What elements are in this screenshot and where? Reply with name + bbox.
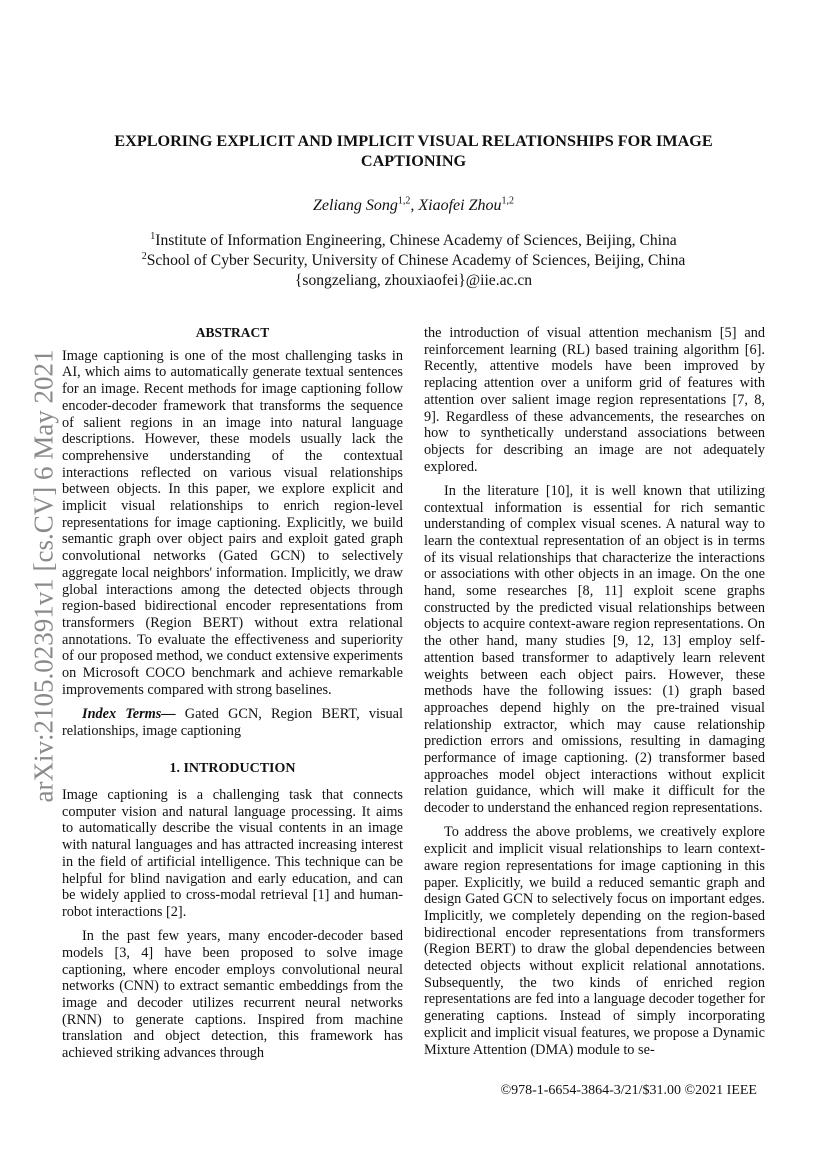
body-paragraph: To address the above problems, we creatively explore explicit and implicit visual relationships to learn context-aware region representations for image captioning in this paper. Explicitly, we build a reduced semantic graph and design Gated GCN to selectively focus on important edges. Implicitly, we completely depending on the region-based bidirectional encoder representations from transformers (Region BERT) to draw the global dependencies between detected objects without explicit relational annotations. Subsequently, the two kinds of enriched region representations are fed into a language decoder together for generating captions. Instead of simply incorporating explicit and implicit visual features, we propose a Dynamic Mixture Attention (DMA) module to se-	[424, 824, 765, 1058]
author-affiliation-mark: 1,2	[501, 195, 514, 207]
author-affiliation-mark: 1,2	[397, 195, 411, 207]
affiliation	[0, 251, 827, 271]
author-name: Zeliang Song	[313, 197, 398, 214]
arxiv-identifier: arXiv:2105.02391v1 [cs.CV] 6 May 2021	[28, 349, 59, 803]
abstract-heading: ABSTRACT	[195, 325, 270, 340]
affiliation-mark: 2	[141, 250, 147, 262]
affiliation-text: School of Cyber Security, University of Chinese Academy of Sciences, Beijing, China	[146, 252, 686, 269]
author-email: {songzeliang, zhouxiaofei}@iie.ac.cn	[294, 272, 533, 289]
right-column	[424, 325, 765, 1099]
body-paragraph: Image captioning is a challenging task that connects computer vision and natural language processing. It aims to automatically describe the visual contents in an image with natural languages and has attracted increasing interest in the field of artificial intelligence. This technique can be helpful for blind navigation and early education, and can be widely applied to cross-modal retrieval [1] and human-robot interactions [2].	[62, 787, 403, 920]
affiliation	[0, 231, 827, 251]
body-paragraph: In the literature [10], it is well known that utilizing contextual information is essential for rich semantic understanding of complex visual scenes. A natural way to learn the contextual representation of an object is in terms of its visual relationships that characterize the interactions or associations with other objects in an image. On the one hand, some researches [8, 11] exploit scene graphs constructed by the predicted visual relationships between objects to acquire context-aware region representations. On the other hand, many studies [9, 12, 13] employ self-attention based transformer to adaptively learn relevent weights between each object pairs. However, these methods have the following issues: (1) graph based approaches depend highly on the pre-trained visual relationship extractor, which may cause relationship prediction errors and omissions, resulting in damaging performance of image captioning. (2) transformer based approaches model object interactions without explicit relation guidance, which will make it difficult for the decoder to understand the enhanced region representations.	[424, 482, 765, 817]
introduction-heading: 1. INTRODUCTION	[169, 761, 296, 777]
index-terms	[62, 706, 403, 739]
abstract-text: Image captioning is one of the most challenging tasks in AI, which aims to automatically generate textual sentences for an image. Recent methods for image captioning follow encoder-decoder framework that transforms the sequence of salient regions in an image into natural language descriptions. However, these models usually lack the comprehensive understanding of the contextual interactions reflected on various visual relationships between objects. In this paper, we explore explicit and implicit visual relationships to enrich region-level representations for image captioning. Explicitly, we build semantic graph over object pairs and exploit gated graph convolutional networks (Gated GCN) to selectively aggregate local neighbors' information. Implicitly, we draw global interactions among the detected objects through region-based bidirectional encoder representations from transformers (Region BERT) without extra relational annotations. To evaluate the effectiveness and superiority of our proposed method, we conduct extensive experiments on Microsoft COCO benchmark and achieve remarkable improvements compared with strong baselines.	[62, 347, 403, 698]
authors: Zeliang Song$^{1,2}$, Xiaofei Zhou$^{1,2}$	[313, 195, 514, 214]
index-terms-label: Index Terms—	[82, 705, 176, 722]
index-terms-list: Gated GCN, Region BERT, visual relationships, image captioning	[62, 705, 403, 739]
body-paragraph: In the past few years, many encoder-decoder based models [3, 4] have been proposed to solve image captioning, where encoder employs convolutional neural networks (CNN) to extract semantic embeddings from the image and decoder utilizes recurrent neural networks (RNN) to generate captions. Inspired from machine translation and object detection, this framework has achieved striking advances through	[62, 928, 403, 1062]
affiliation-text: Institute of Information Engineering, Chinese Academy of Sciences, Beijing, China	[155, 232, 677, 249]
left-column	[62, 325, 403, 1069]
affiliations	[0, 231, 827, 291]
affiliation-mark: 1	[150, 230, 156, 242]
body-paragraph: the introduction of visual attention mechanism [5] and reinforcement learning (RL) based training algorithm [6]. Recently, attentive models have been improved by replacing attention over a uniform grid of features with attention over salient image region representations [7, 8, 9]. Regardless of these advancements, the researches on how to synthetically understand associations between objects for describing an image are not adequately explored.	[424, 325, 765, 475]
paper-title: EXPLORING EXPLICIT AND IMPLICIT VISUAL RELATIONSHIPS FOR IMAGE CAPTIONING	[114, 132, 713, 170]
author-name: Xiaofei Zhou	[418, 197, 502, 214]
copyright-footer: ©978-1-6654-3864-3/21/$31.00 ©2021 IEEE	[500, 1083, 757, 1099]
